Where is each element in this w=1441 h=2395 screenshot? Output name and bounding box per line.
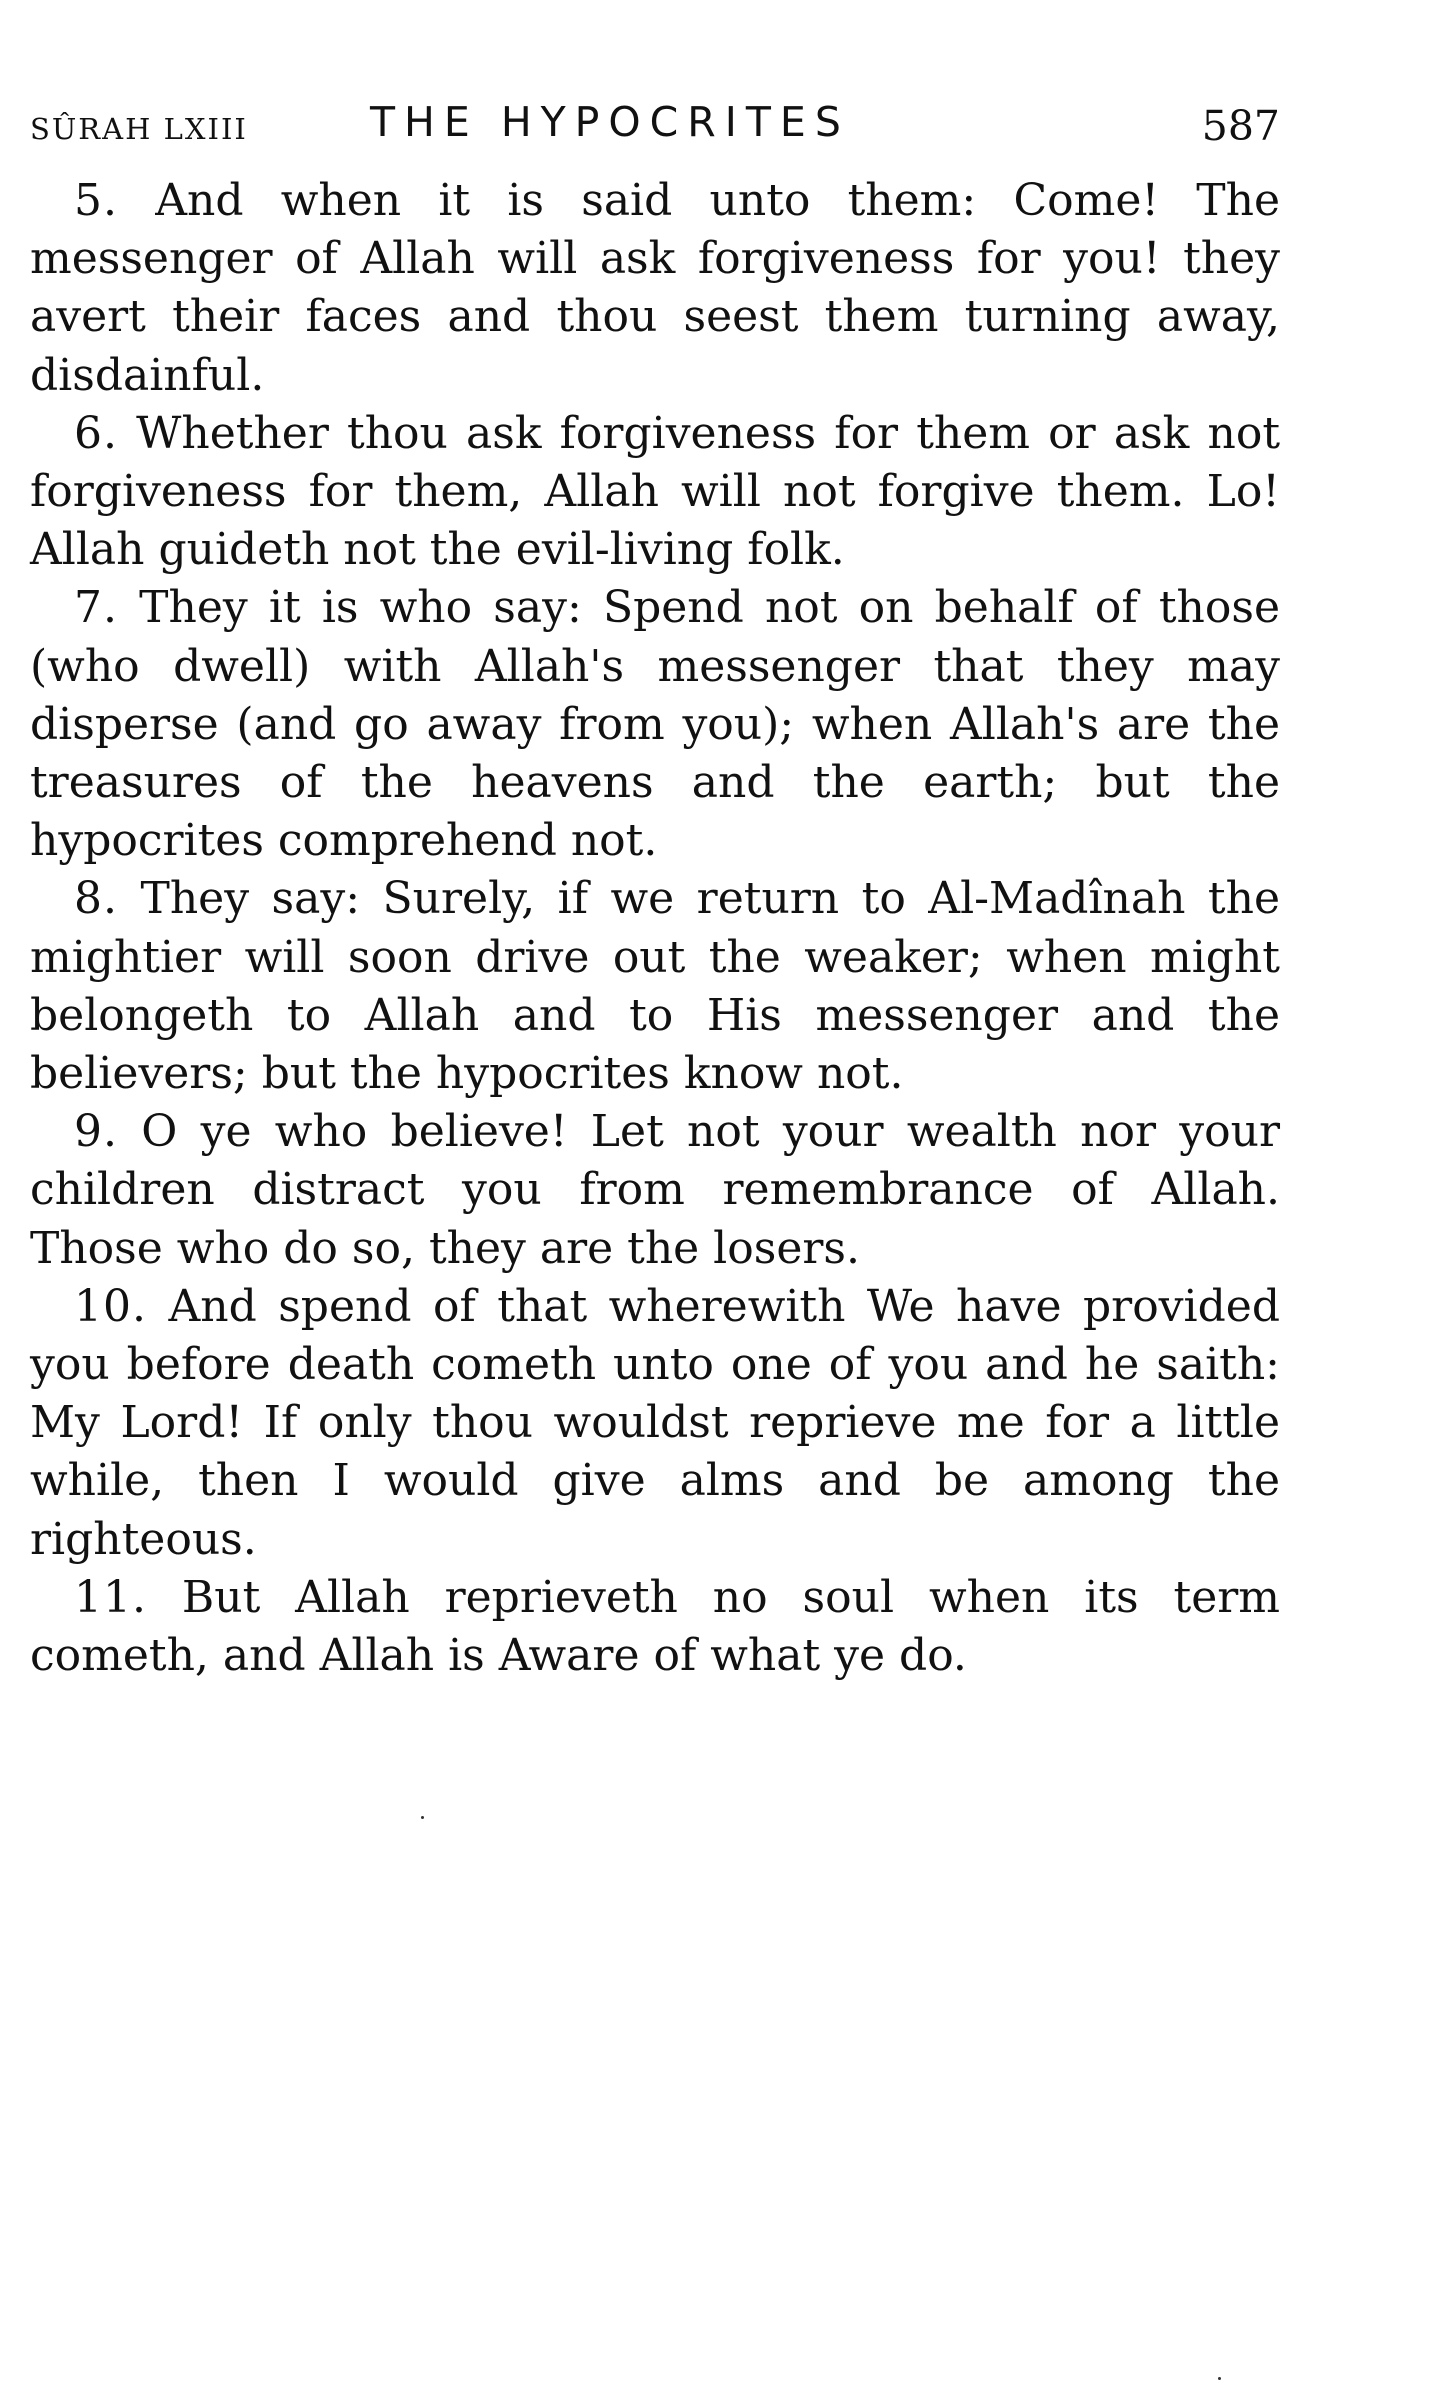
verse-9 <box>30 1103 1280 1278</box>
verse-number: 11. <box>74 1571 147 1623</box>
verse-11 <box>30 1569 1280 1685</box>
verse-6 <box>30 405 1280 580</box>
verse-text: They it is who say: Spend not on behalf of those (who dwell) with Allah's messenger that they may disperse (and go away from you); when Allah's are the treasures of the heavens and the earth; but the hypocrites comprehend not. <box>30 582 1280 867</box>
verse-number: 8. <box>74 873 118 925</box>
verse-text: But Allah reprieveth no soul when its term cometh, and Allah is Aware of what ye do. <box>30 1571 1280 1682</box>
verse-number: 10. <box>74 1280 147 1332</box>
verse-list <box>30 172 1280 1685</box>
verse-text: They say: Surely, if we return to Al-Madînah the mightier will soon drive out the weaker; when might belongeth to Allah and to His messenger and the believers; but the hypocrites know not. <box>30 873 1280 1100</box>
verse-number: 9. <box>74 1106 118 1158</box>
verse-text: Whether thou ask forgiveness for them or ask not forgiveness for them, Allah will not forgive them. Lo! Allah guideth not the evil-living folk. <box>30 407 1281 576</box>
verse-number: 6. <box>74 407 118 459</box>
running-header <box>30 98 1280 158</box>
verse-7 <box>30 579 1280 870</box>
verse-5 <box>30 172 1280 405</box>
verse-10 <box>30 1278 1280 1569</box>
verse-number: 5. <box>74 175 118 226</box>
verse-text: And when it is said unto them: Come! The messenger of Allah will ask forgiveness for you! they avert their faces and thou seest them turning away, disdainful. <box>30 175 1281 401</box>
verse-text: And spend of that wherewith We have provided you before death cometh unto one of you and he saith: My Lord! If only thou wouldst reprieve me for a little while, then I would give alms and be among the righteous. <box>30 1280 1280 1565</box>
verse-text: O ye who believe! Let not your wealth nor your children distract you from remembrance of Allah. Those who do so, they are the losers. <box>30 1106 1280 1274</box>
page-number: 587 <box>1201 102 1280 150</box>
verse-8 <box>30 870 1280 1103</box>
surah-label: SÛRAH LXIII <box>30 112 248 146</box>
chapter-title: THE HYPOCRITES <box>370 98 850 146</box>
print-speck <box>1218 2377 1221 2380</box>
print-speck <box>421 1816 424 1819</box>
verse-number: 7. <box>74 582 118 634</box>
